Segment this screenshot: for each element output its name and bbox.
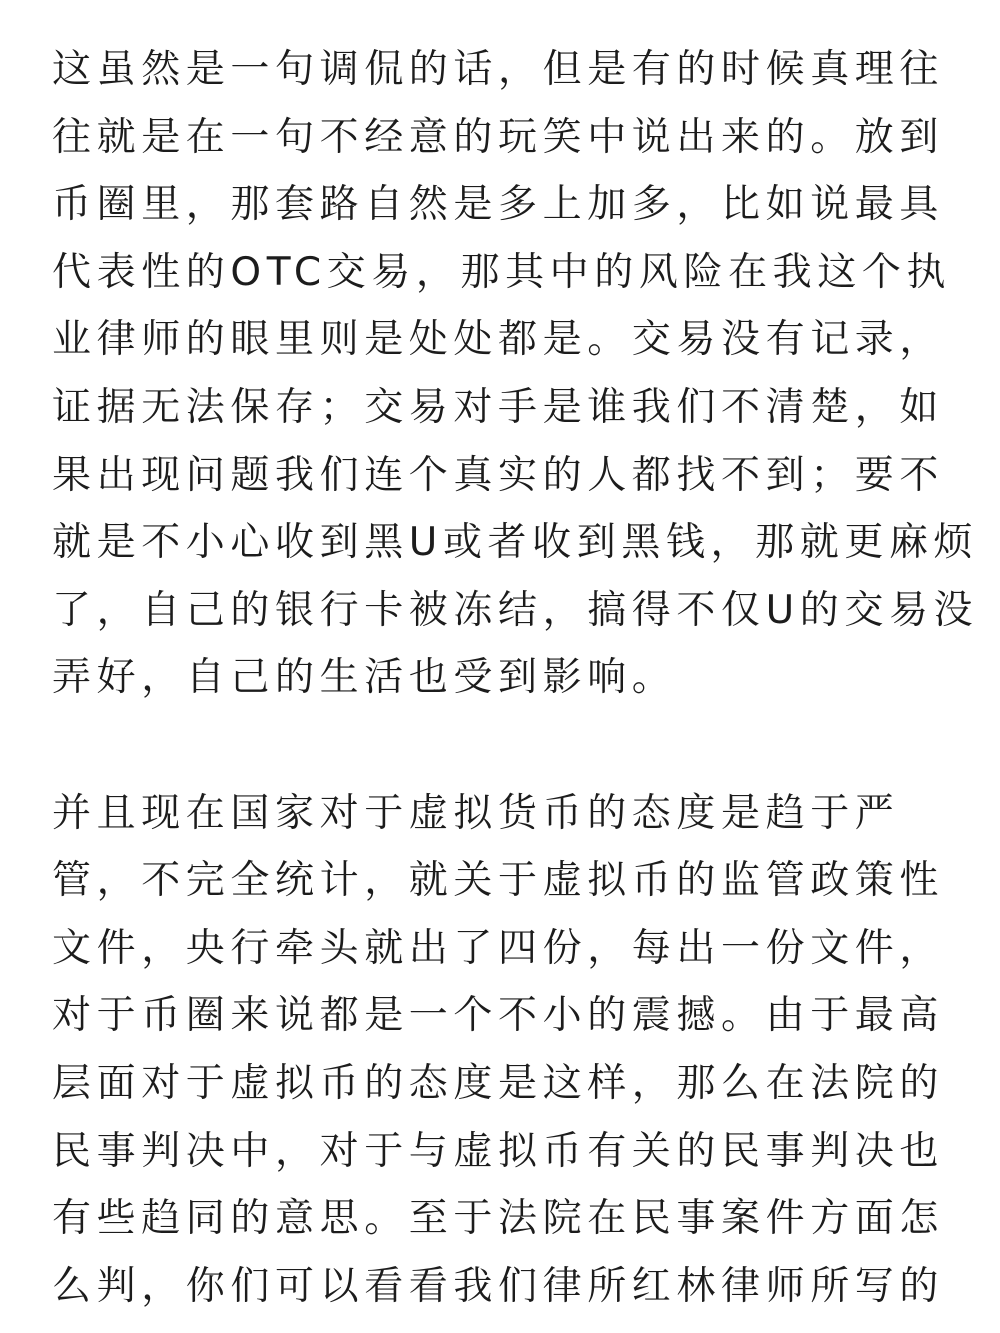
- text-line: 弄好，自己的生活也受到影响。: [52, 655, 677, 701]
- text-line: 往就是在一句不经意的玩笑中说出来的。放到: [52, 114, 945, 160]
- paragraph-1: [52, 36, 979, 712]
- text-line: 有些趋同的意思。至于法院在民事案件方面怎: [52, 1196, 945, 1242]
- text-line: 对于币圈来说都是一个不小的震撼。由于最高: [52, 993, 945, 1039]
- text-line: 并且现在国家对于虚拟货币的态度是趋于严: [52, 790, 900, 836]
- text-line: 么判，你们可以看看我们律所红林律师所写的: [52, 1263, 945, 1309]
- text-line: 文件，央行牵头就出了四份，每出一份文件，: [52, 925, 945, 971]
- text-line: 业律师的眼里则是处处都是。交易没有记录，: [52, 317, 945, 363]
- article-body: [52, 36, 979, 1320]
- text-line: 证据无法保存；交易对手是谁我们不清楚，如: [52, 384, 945, 430]
- text-line: 民事判决中，对于与虚拟币有关的民事判决也: [52, 1128, 945, 1174]
- paragraph-spacer: [52, 712, 952, 780]
- text-line: 代表性的OTC交易，那其中的风险在我这个执: [52, 249, 952, 295]
- text-line: 层面对于虚拟币的态度是这样，那么在法院的: [52, 1060, 945, 1106]
- text-line: 管，不完全统计，就关于虚拟币的监管政策性: [52, 858, 945, 904]
- text-line: 币圈里，那套路自然是多上加多，比如说最具: [52, 182, 945, 228]
- text-line: 了，自己的银行卡被冻结，搞得不仅U的交易没: [52, 587, 979, 633]
- text-line: 就是不小心收到黑U或者收到黑钱，那就更麻烦: [52, 520, 979, 566]
- paragraph-2: [52, 780, 952, 1321]
- text-line: 果出现问题我们连个真实的人都找不到；要不: [52, 452, 945, 498]
- text-line: 这虽然是一句调侃的话，但是有的时候真理往: [52, 47, 945, 92]
